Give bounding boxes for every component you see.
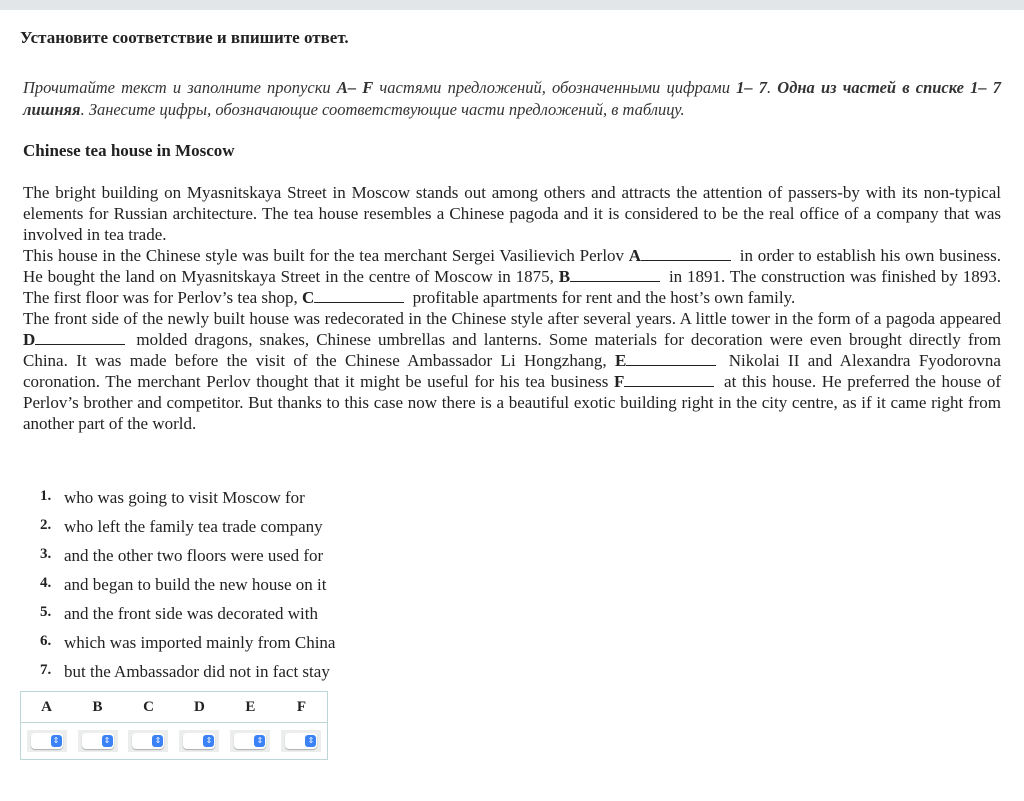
instr-bold: A– F [336,78,374,97]
answer-table [20,691,328,760]
list-item [40,575,1001,604]
gap-line [624,372,714,387]
text-title: Chinese tea house in Moscow [23,141,235,160]
gap-label: C [302,288,315,307]
passage-text: in 1891. The construction was finished by 1893. The first floor was for Perlov’s tea shop, [23,267,1001,307]
gap-label: B [558,267,571,286]
paragraph [23,308,1001,434]
column-header-d: D [174,692,225,723]
column-header-e: E [225,692,276,723]
instruction [23,77,1001,121]
chevron-updown-icon: ⇕ [152,735,163,747]
list-item [40,517,1001,546]
passage-text: The bright building on Myasnitskaya Street in Moscow stands out among others and attracts the attention of passers-by with its non-typical elements for Russian architecture. The tea house resembles a Chinese pagoda and it is considered to be the real office of a company that was involved in tea trade. [23,183,1001,244]
gap-line [641,246,731,261]
passage-text: at this house. He preferred the house of Perlov’s brother and competitor. But thanks to this case now there is a beautiful exotic building right in the city centre, as if it came right from another part of the world. [23,372,1002,433]
passage-text: in order to establish his own business. He bought the land on Myasnitskaya Street in the centre of Moscow in 1875, [23,246,1001,286]
answer-select-a[interactable] [27,730,67,752]
answer-select-b[interactable] [78,730,118,752]
passage [23,182,1001,434]
instr-bold: Одна из частей в списке 1– 7 лишняя [23,78,1002,119]
option-number: 7. [40,662,52,678]
option-text: who was going to visit Moscow for [64,488,305,507]
options-list [40,488,1001,691]
option-number: 3. [40,546,52,562]
answer-select-d[interactable] [179,730,219,752]
paragraph [23,182,1001,245]
option-text: and the other two floors were used for [64,546,324,565]
list-item [40,488,1001,517]
chevron-updown-icon: ⇕ [305,735,316,747]
paragraph [23,245,1001,308]
list-item [40,546,1001,575]
instr-text: . Занесите цифры, обозначающие соответствующие части предложений, в таблицу. [80,100,685,119]
option-number: 5. [40,604,52,620]
passage-text: This house in the Chinese style was built for the tea merchant Sergei Vasilievich Perlov [23,246,629,265]
gap-line [626,351,716,366]
column-header-f: F [276,692,328,723]
option-text: who left the family tea trade company [64,517,323,536]
chevron-updown-icon: ⇕ [51,735,62,747]
option-number: 1. [40,488,52,504]
gap-line [570,267,660,282]
option-number: 4. [40,575,52,591]
chevron-updown-icon: ⇕ [102,735,113,747]
gap-line [35,330,125,345]
column-header-b: B [72,692,123,723]
option-number: 6. [40,633,52,649]
option-number: 2. [40,517,52,533]
instr-text: . [767,78,778,97]
list-item [40,662,1001,691]
gap-label: E [615,351,627,370]
column-header-a: A [21,692,73,723]
option-text: but the Ambassador did not in fact stay [64,662,330,681]
task-heading: Установите соответствие и впишите ответ. [20,28,349,47]
passage-text: Nikolai II and Alexandra Fyodorovna coronation. The merchant Perlov thought that it might be useful for his tea business [23,351,1001,391]
instr-bold: 1– 7 [736,78,768,97]
passage-text: profitable apartments for rent and the host’s own family. [408,288,796,307]
chevron-updown-icon: ⇕ [203,735,214,747]
instr-text: Прочитайте текст и заполните пропуски [23,78,337,97]
gap-line [314,288,404,303]
instr-text: частями предложений, обозначенными цифрами [373,78,737,97]
option-text: and began to build the new house on it [64,575,327,594]
answer-select-c[interactable] [128,730,168,752]
gap-label: D [23,330,36,349]
chevron-updown-icon: ⇕ [254,735,265,747]
list-item [40,633,1001,662]
passage-text: molded dragons, snakes, Chinese umbrellas and lanterns. Some materials for decoration were even brought directly from China. It was made before the visit of the Chinese Ambassador Li Hongzhang, [23,330,1001,370]
option-text: and the front side was decorated with [64,604,318,623]
top-bar [0,0,1024,10]
column-header-c: C [123,692,174,723]
gap-label: F [614,372,625,391]
answer-select-f[interactable] [281,730,321,752]
answer-select-e[interactable] [230,730,270,752]
passage-text: The front side of the newly built house was redecorated in the Chinese style after several years. A little tower in the form of a pagoda appeared [23,309,1001,328]
option-text: which was imported mainly from China [64,633,336,652]
list-item [40,604,1001,633]
gap-label: A [628,246,642,265]
